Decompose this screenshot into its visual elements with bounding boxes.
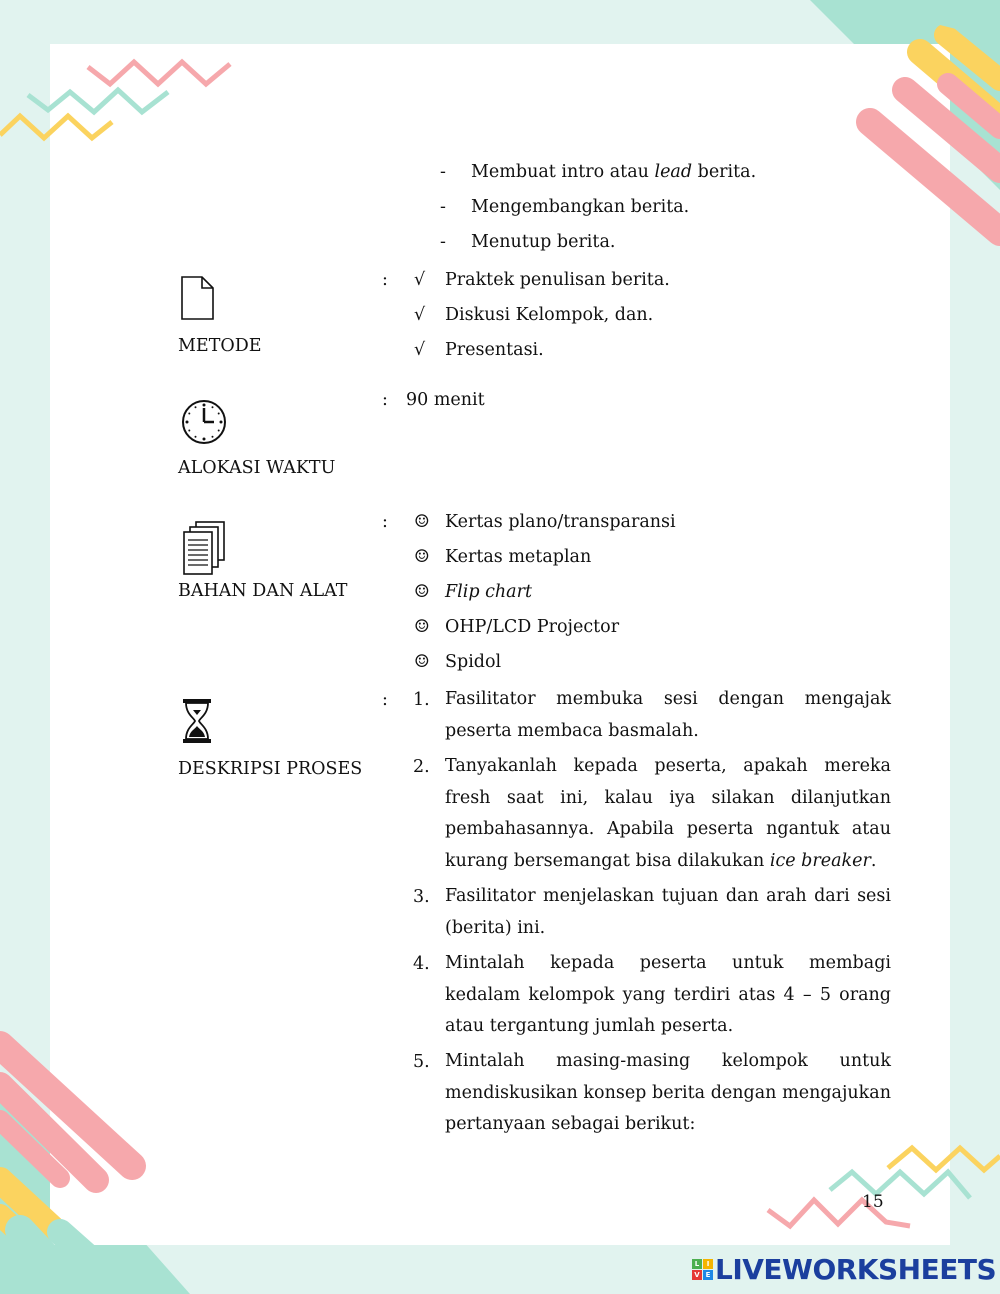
metode-item: Presentasi. [445,340,544,360]
step-number: 5. [413,1052,430,1072]
bahan-item: Kertas metaplan [445,547,592,567]
bahan-item: Flip chart [445,582,533,602]
dash-list-item: Mengembangkan berita. [471,197,690,217]
process-step: Mintalah kepada peserta untuk membagi kedalam kelompok yang terdiri atas 4 – 5 orang atau tergantung jumlah peserta. [445,953,891,1036]
section-label-alokasi: ALOKASI WAKTU [178,458,336,478]
dash-list-item: Menutup berita. [471,232,616,252]
hourglass-icon [182,698,212,744]
section-label-bahan: BAHAN DAN ALAT [178,581,348,601]
logo-grid-icon: L I V E [692,1259,713,1280]
step-number: 4. [413,954,430,974]
dash-marker: - [440,232,446,252]
step-number: 3. [413,887,430,907]
smiley-marker: ☺ [414,512,430,532]
check-marker: √ [414,270,426,290]
section-label-deskripsi: DESKRIPSI PROSES [178,759,363,779]
bahan-item: Kertas plano/transparansi [445,512,676,532]
check-marker: √ [414,340,426,360]
document-icon [180,275,216,321]
process-step: Fasilitator membuka sesi dengan mengajak peserta membaca basmalah. [445,689,891,741]
page-number: 15 [862,1192,884,1212]
colon-bahan: : [382,512,388,532]
step-number: 2. [413,757,430,777]
bahan-item: Spidol [445,652,502,672]
smiley-marker: ☺ [414,617,430,637]
clock-icon [180,398,228,446]
step-number: 1. [413,690,430,710]
metode-item: Diskusi Kelompok, dan. [445,305,654,325]
colon-deskripsi: : [382,690,388,710]
colon-alokasi: : [382,390,388,410]
dash-list-item: Membuat intro atau lead berita. [471,162,757,182]
process-step: Fasilitator menjelaskan tujuan dan arah dari sesi (berita) ini. [445,886,891,938]
dash-marker: - [440,197,446,217]
smiley-marker: ☺ [414,582,430,602]
bahan-item: OHP/LCD Projector [445,617,620,637]
stacked-documents-icon [182,520,228,576]
smiley-marker: ☺ [414,652,430,672]
italic-term: ice breaker [769,850,871,871]
italic-term: lead [654,162,693,182]
section-label-metode: METODE [178,336,262,356]
smiley-marker: ☺ [414,547,430,567]
process-step: Tanyakanlah kepada peserta, apakah mereka fresh saat ini, kalau iya silakan dilanjutkan pembahasannya. Apabila peserta ngantuk atau kurang bersemangat bisa dilakukan ice breaker. [445,756,891,871]
colon-metode: : [382,270,388,290]
liveworksheets-logo [692,1254,996,1284]
logo-text: LIVEWORKSHEETS [715,1252,997,1286]
process-step: Mintalah masing-masing kelompok untuk mendiskusikan konsep berita dengan mengajukan pertanyaan sebagai berikut: [445,1051,891,1134]
alokasi-value: 90 menit [406,390,485,410]
check-marker: √ [414,305,426,325]
dash-marker: - [440,162,446,182]
metode-item: Praktek penulisan berita. [445,270,670,290]
